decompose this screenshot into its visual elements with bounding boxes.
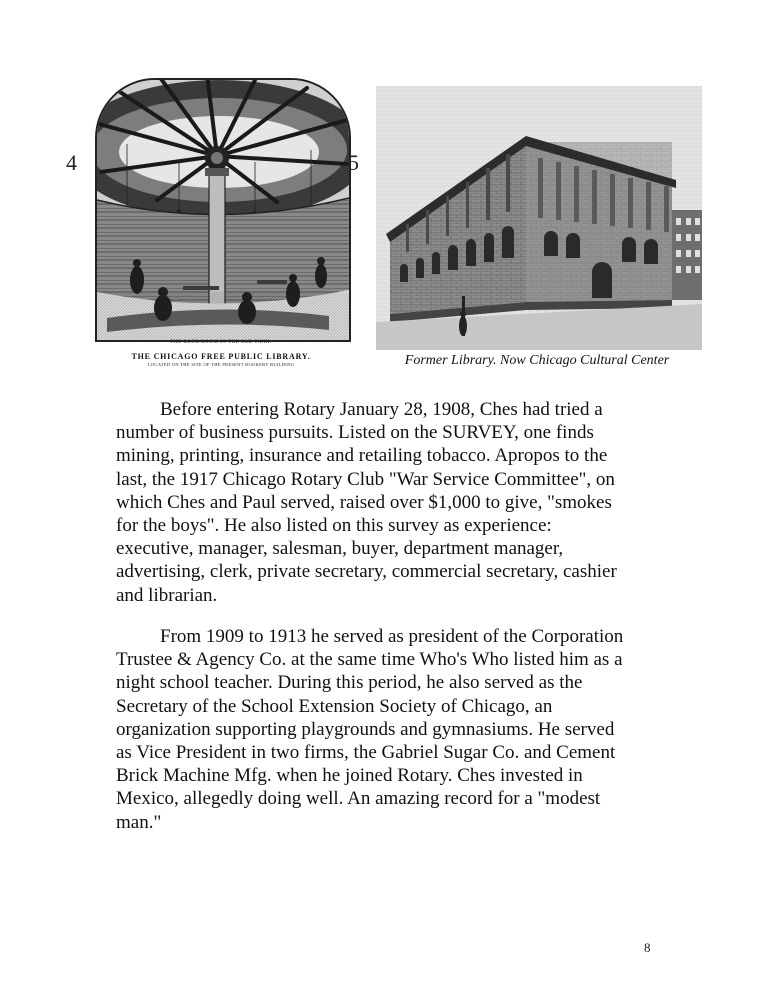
text-line: last, the 1917 Chicago Rotary Club "War Service Committee", on (116, 468, 615, 490)
text-line: which Ches and Paul served, raised over $1,000 to give, "smokes (116, 491, 612, 513)
text-line: Brick Machine Mfg. when he joined Rotary. Ches invested in (116, 765, 583, 787)
text-line: Trustee & Agency Co. at the same time Who's Who listed him as a (116, 649, 623, 671)
text-line: Secretary of the School Extension Society of Chicago, an (116, 695, 553, 717)
body-paragraph-1 (116, 398, 676, 607)
library-book-room-engraving (95, 78, 351, 342)
former-library-building-photo (376, 86, 702, 350)
text-line: night school teacher. During this period, he also served as the (116, 672, 583, 694)
text-line: for the boys". He also listed on this survey as experience: (116, 515, 552, 537)
text-line: executive, manager, salesman, buyer, department manager, (116, 538, 564, 560)
text-line: From 1909 to 1913 he served as president of the Corporation (160, 626, 624, 647)
text-line: number of business pursuits. Listed on the SURVEY, one finds (116, 422, 594, 444)
left-figure-caption-sub: LOCATED ON THE SITE OF THE PRESENT ROOKERY BUILDING (147, 362, 295, 367)
page-number: 8 (644, 940, 651, 955)
figure-number-4: 4 (66, 150, 77, 175)
text-line: Mexico, allegedly doing well. An amazing record for a "modest (116, 788, 601, 810)
left-figure-caption-small: THE BOOK ROOM IN THE OLD TANK. (170, 340, 272, 345)
text-line: mining, printing, insurance and retailing tobacco. Apropos to the (116, 445, 608, 467)
text-line: organization supporting playgrounds and gymnasiums. He served (116, 718, 615, 740)
text-line: and librarian. (116, 584, 218, 606)
text-line: as Vice President in two firms, the Gabriel Sugar Co. and Cement (116, 742, 616, 764)
body-paragraph-2 (116, 625, 676, 834)
right-figure-caption: Former Library. Now Chicago Cultural Center (404, 353, 670, 368)
text-line: man." (116, 811, 162, 833)
figure-number-5: 5 (348, 150, 359, 175)
text-line: advertising, clerk, private secretary, commercial secretary, cashier (116, 561, 617, 583)
text-line: Before entering Rotary January 28, 1908, Ches had tried a (160, 399, 603, 420)
left-figure-caption-title: THE CHICAGO FREE PUBLIC LIBRARY. (131, 352, 311, 361)
